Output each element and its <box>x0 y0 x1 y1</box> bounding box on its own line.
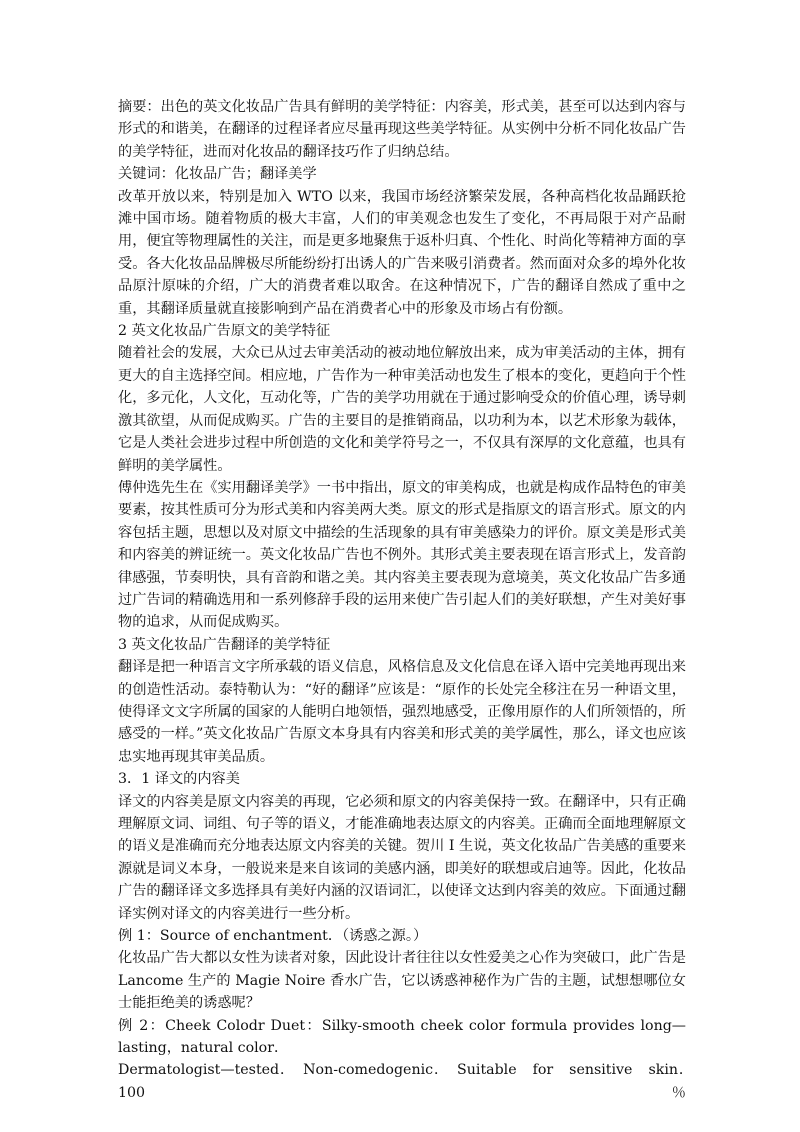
section-2-heading: 2 英文化妆品广告原文的美学特征 <box>118 323 331 340</box>
example-2-tail: Dermatologist—tested． Non-comedogenic． Suitable for sensitive skin． 100％ <box>118 1062 701 1101</box>
keywords-line: 关键词：化妆品广告；翻译美学 <box>118 166 317 183</box>
section-3-paragraph-1: 翻译是把一种语言文字所承载的语义信息，风格信息及文化信息在译入语中完美地再现出来的创造性活动。泰特勒认为：“好的翻译”应该是：“原作的长处完全移注在另一种语文里，使得译文文字所属的国家的人能明白地领悟，强烈地感受，正像用原作的人们所领悟的，所感受的一样。”英文化妆品广告原文本身具有内容美和形式美的美学属性，那么，译文也应该忠实地再现其审美品质。 <box>118 659 686 765</box>
section-3-heading: 3 英文化妆品广告翻译的美学特征 <box>118 636 331 653</box>
example-1-note: 化妆品广告大都以女性为读者对象，因此设计者往往以女性爱美之心作为突破口，此广告是 Lancome 生产的 Magie Noire 香水广告，它以诱惑神秘作为广告的主题，试想想哪位女士能拒绝美的诱惑呢？ <box>118 950 686 1012</box>
example-1: 例 1：Source of enchantment．（诱惑之源。） <box>118 928 428 945</box>
intro-paragraph: 改革开放以来，特别是加入 WTO 以来，我国市场经济繁荣发展，各种高档化妆品踊跃抢滩中国市场。随着物质的极大丰富，人们的审美观念也发生了变化，不再局限于对产品耐用，便宜等物理属性的关注，而是更多地聚焦于返朴归真、个性化、时尚化等精神方面的享受。各大化妆品品牌极尽所能纷纷打出诱人的广告来吸引消费者。然而面对众多的埠外化妆品原汁原味的介绍，广大的消费者难以取舍。在这种情况下，广告的翻译自然成了重中之重，其翻译质量就直接影响到产品在消费者心中的形象及市场占有份额。 <box>118 188 686 317</box>
section-3-1-heading: 3．1 译文的内容美 <box>118 771 240 788</box>
section-2-paragraph-2: 傅仲选先生在《实用翻译美学》一书中指出，原文的审美构成，也就是构成作品特色的审美要素，按其性质可分为形式美和内容美两大类。原文的形式是指原文的语言形式。原文的内容包括主题，思想以及对原文中描绘的生活现象的具有审美感染力的评价。原文美是形式美和内容美的辨证统一。英文化妆品广告也不例外。其形式美主要表现在语言形式上，发音韵律感强，节奏明快，具有音韵和谐之美。其内容美主要表现为意境美，英文化妆品广告多通过广告词的精确选用和一系列修辞手段的运用来使广告引起人们的美好联想，产生对美好事物的追求，从而促成购买。 <box>118 479 686 631</box>
document-body <box>118 96 701 1104</box>
abstract-paragraph: 摘要：出色的英文化妆品广告具有鲜明的美学特征：内容美，形式美，甚至可以达到内容与形式的和谐美，在翻译的过程译者应尽量再现这些美学特征。从实例中分析不同化妆品广告的美学特征，进而对化妆品的翻译技巧作了归纳总结。 <box>118 99 686 160</box>
example-2: 例 2：Cheek Colodr Duet：Silky-smooth cheek color formula provides long—lasting，natural color． <box>118 1017 686 1057</box>
section-3-1-paragraph-1: 译文的内容美是原文内容美的再现，它必须和原文的内容美保持一致。在翻译中，只有正确理解原文词、词组、句子等的语义，才能准确地表达原文的内容美。正确而全面地理解原文的语义是准确而充分地表达原文内容美的关键。贺川 I 生说，英文化妆品广告美感的重要来源就是词义本身，一般说来是来自该词的美感内涵，即美好的联想或启迪等。因此，化妆品广告的翻译译文多选择具有美好内涵的汉语词汇，以使译文达到内容美的效应。下面通过翻译实例对译文的内容美进行一些分析。 <box>118 793 686 922</box>
section-2-paragraph-1: 随着社会的发展，大众已从过去审美活动的被动地位解放出来，成为审美活动的主体，拥有更大的自主选择空间。相应地，广告作为一种审美活动也发生了根本的变化，更趋向于个性化，多元化，人文化，互动化等，广告的美学功用就在于通过影响受众的价值心理，诱导刺激其欲望，从而促成购买。广告的主要目的是推销商品，以功利为本，以艺术形象为载体，它是人类社会进步过程中所创造的文化和美学符号之一，不仅具有深厚的文化意蕴，也具有鲜明的美学属性。 <box>118 345 686 474</box>
